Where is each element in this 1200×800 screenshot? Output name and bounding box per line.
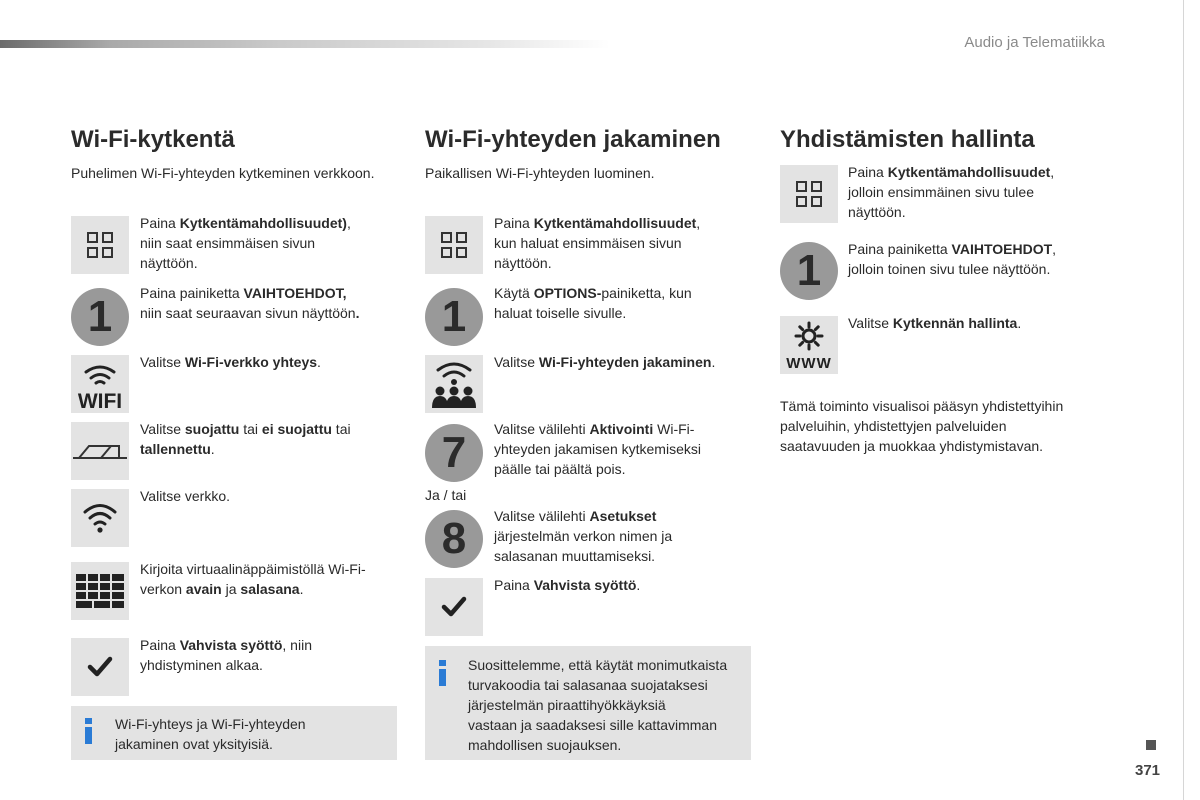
keyboard-icon bbox=[71, 562, 129, 620]
step-text: Kirjoita virtuaalinäppäimistöllä Wi-Fi- verkon avain ja salasana. bbox=[140, 561, 366, 597]
wifi-logo-icon bbox=[71, 355, 129, 413]
step-text: Paina Vahvista syöttö. bbox=[494, 577, 641, 593]
step-text: Valitse välilehti Aktivointi Wi-Fi- yhteyden jakamisen kytkemiseksi päälle tai päältä pois. bbox=[494, 421, 701, 477]
checkmark-icon bbox=[425, 578, 483, 636]
step-text: Käytä OPTIONS-painiketta, kun haluat toiselle sivulle. bbox=[494, 285, 692, 321]
info-icon bbox=[437, 660, 451, 691]
column-connection-management bbox=[780, 0, 1110, 800]
settings-www-icon bbox=[780, 316, 838, 374]
connections-grid-icon bbox=[425, 216, 483, 274]
step-text: Valitse Kytkennän hallinta. bbox=[848, 315, 1022, 331]
step-text: Paina Kytkentämahdollisuudet), niin saat ensimmäisen sivun näyttöön. bbox=[140, 215, 351, 271]
step-text: Valitse verkko. bbox=[140, 488, 230, 504]
page-edge-line bbox=[1183, 0, 1184, 800]
svg-text:WWW: WWW bbox=[786, 355, 832, 372]
step-text: Valitse välilehti Asetukset järjestelmän verkon nimen ja salasanan muuttamiseksi. bbox=[494, 508, 673, 564]
column-wifi-connection bbox=[71, 0, 401, 800]
connections-grid-icon bbox=[780, 165, 838, 223]
step-number-badge: 8 bbox=[425, 510, 483, 568]
step-number-badge: 1 bbox=[71, 288, 129, 346]
info-icon bbox=[83, 718, 97, 749]
page-number: 371 bbox=[1135, 762, 1161, 779]
step-text: Valitse Wi-Fi-yhteyden jakaminen. bbox=[494, 354, 716, 370]
step-text: Valitse suojattu tai ei suojattu tai tallennettu. bbox=[140, 421, 351, 457]
page-marker bbox=[1146, 740, 1156, 750]
info-note: Wi-Fi-yhteys ja Wi-Fi-yhteyden jakaminen ovat yksityisiä. bbox=[71, 706, 397, 760]
section-title: Audio ja Telematiikka bbox=[964, 34, 1105, 51]
wifi-sharing-icon bbox=[425, 355, 483, 413]
column-wifi-sharing bbox=[425, 0, 755, 800]
step-text: Paina painiketta VAIHTOEHDOT, jolloin toinen sivu tulee näyttöön. bbox=[848, 241, 1057, 277]
column-title: Wi-Fi-yhteyden jakaminen bbox=[425, 126, 721, 153]
step-number-badge: 1 bbox=[425, 288, 483, 346]
column-intro: Paikallisen Wi-Fi-yhteyden luominen. bbox=[425, 165, 655, 181]
wifi-signal-icon bbox=[71, 489, 129, 547]
secured-network-icon bbox=[71, 422, 129, 480]
column-title: Wi-Fi-kytkentä bbox=[71, 126, 235, 153]
step-text: Paina Vahvista syöttö, niin yhdistyminen alkaa. bbox=[140, 637, 312, 673]
info-note: Suosittelemme, että käytät monimutkaista turvakoodia tai salasanaa suojataksesi järjestelmän piraattihyökkäyksiä vastaan ja saadaksesi sille kattavimman mahdollisen suojauksen. bbox=[425, 646, 751, 760]
or-separator: Ja / tai bbox=[425, 487, 467, 503]
checkmark-icon bbox=[71, 638, 129, 696]
step-text: Paina Kytkentämahdollisuudet, kun haluat ensimmäisen sivun näyttöön. bbox=[494, 215, 701, 271]
step-text: Paina Kytkentämahdollisuudet, jolloin ensimmäinen sivu tulee näyttöön. bbox=[848, 164, 1055, 220]
step-text: Valitse Wi-Fi-verkko yhteys. bbox=[140, 354, 321, 370]
column-intro: Puhelimen Wi-Fi-yhteyden kytkeminen verkkoon. bbox=[71, 165, 375, 181]
step-number-badge: 7 bbox=[425, 424, 483, 482]
description-paragraph: Tämä toiminto visualisoi pääsyn yhdistettyihin palveluihin, yhdistettyjen palveluiden saatavuuden ja muokkaa yhdistymistavan. bbox=[780, 398, 1064, 454]
svg-text:WIFI: WIFI bbox=[77, 390, 123, 412]
step-number-badge: 1 bbox=[780, 242, 838, 300]
connections-grid-icon bbox=[71, 216, 129, 274]
column-title: Yhdistämisten hallinta bbox=[780, 126, 1035, 153]
step-text: Paina painiketta VAIHTOEHDOT, niin saat seuraavan sivun näyttöön. bbox=[140, 285, 360, 321]
